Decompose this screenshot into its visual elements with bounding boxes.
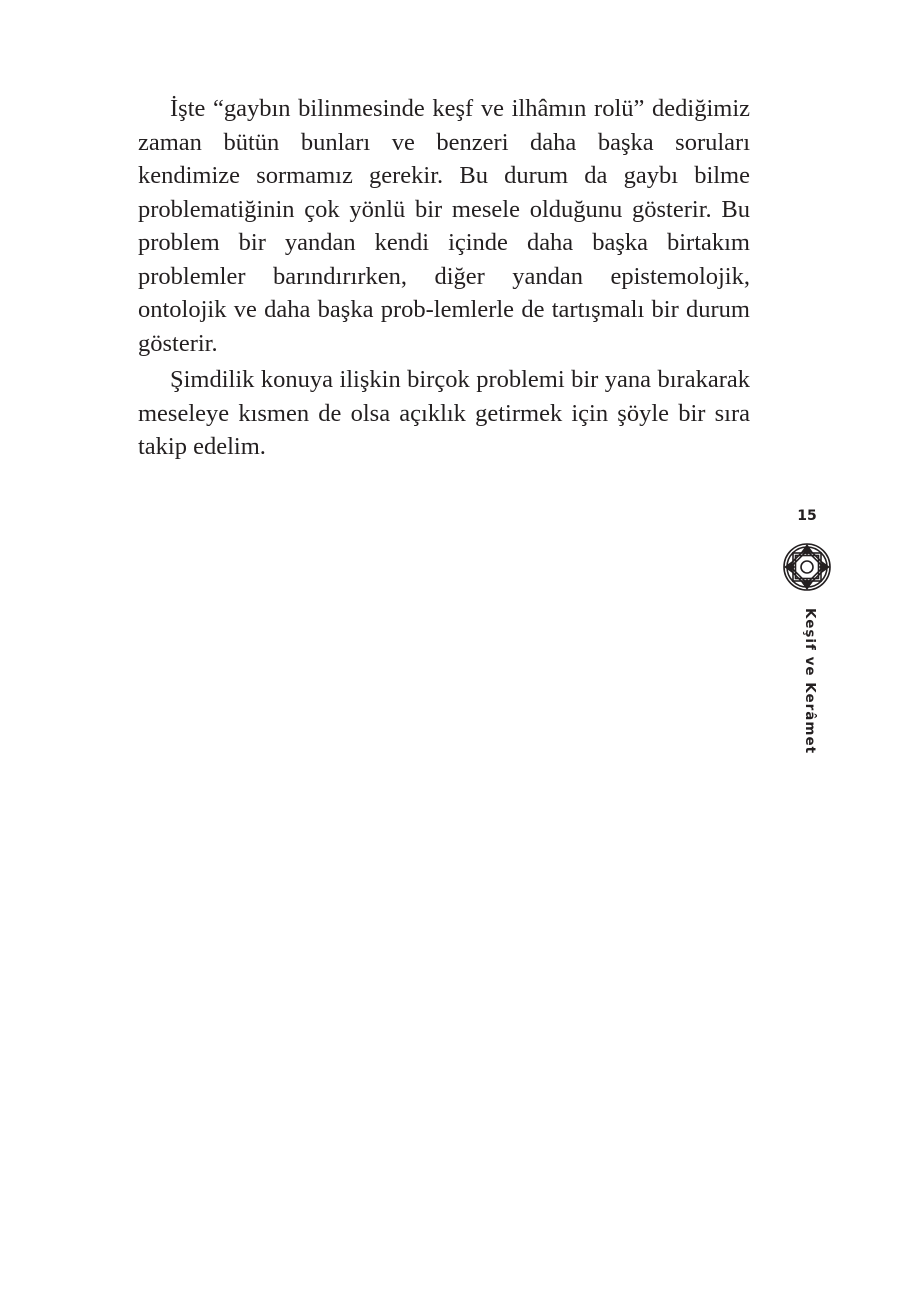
- running-title: Keşif ve Kerâmet: [802, 608, 818, 755]
- rosette-ornament-icon: [781, 541, 833, 593]
- paragraph-2: Şimdilik konuya ilişkin birçok problemi bir yana bırakarak meseleye kısmen de olsa açıklık getirmek için şöyle bir sıra takip edelim.: [138, 366, 750, 460]
- body-text: [138, 92, 750, 467]
- paragraph-1: İşte “gaybın bilinmesinde keşf ve ilhâmın rolü” dediğimiz zaman bütün bunları ve benzeri daha başka soruları kendimize sormamız gerekir. Bu durum da gaybı bilme problematiğinin çok yönlü bir mesele olduğunu gösterir. Bu problem bir yandan kendi içinde daha başka birtakım problemler barındırırken, diğer yandan epistemolojik, ontolojik ve daha başka prob-lemlerle de tartışmalı bir durum gösterir.: [138, 95, 750, 357]
- page-number: 15: [797, 508, 817, 524]
